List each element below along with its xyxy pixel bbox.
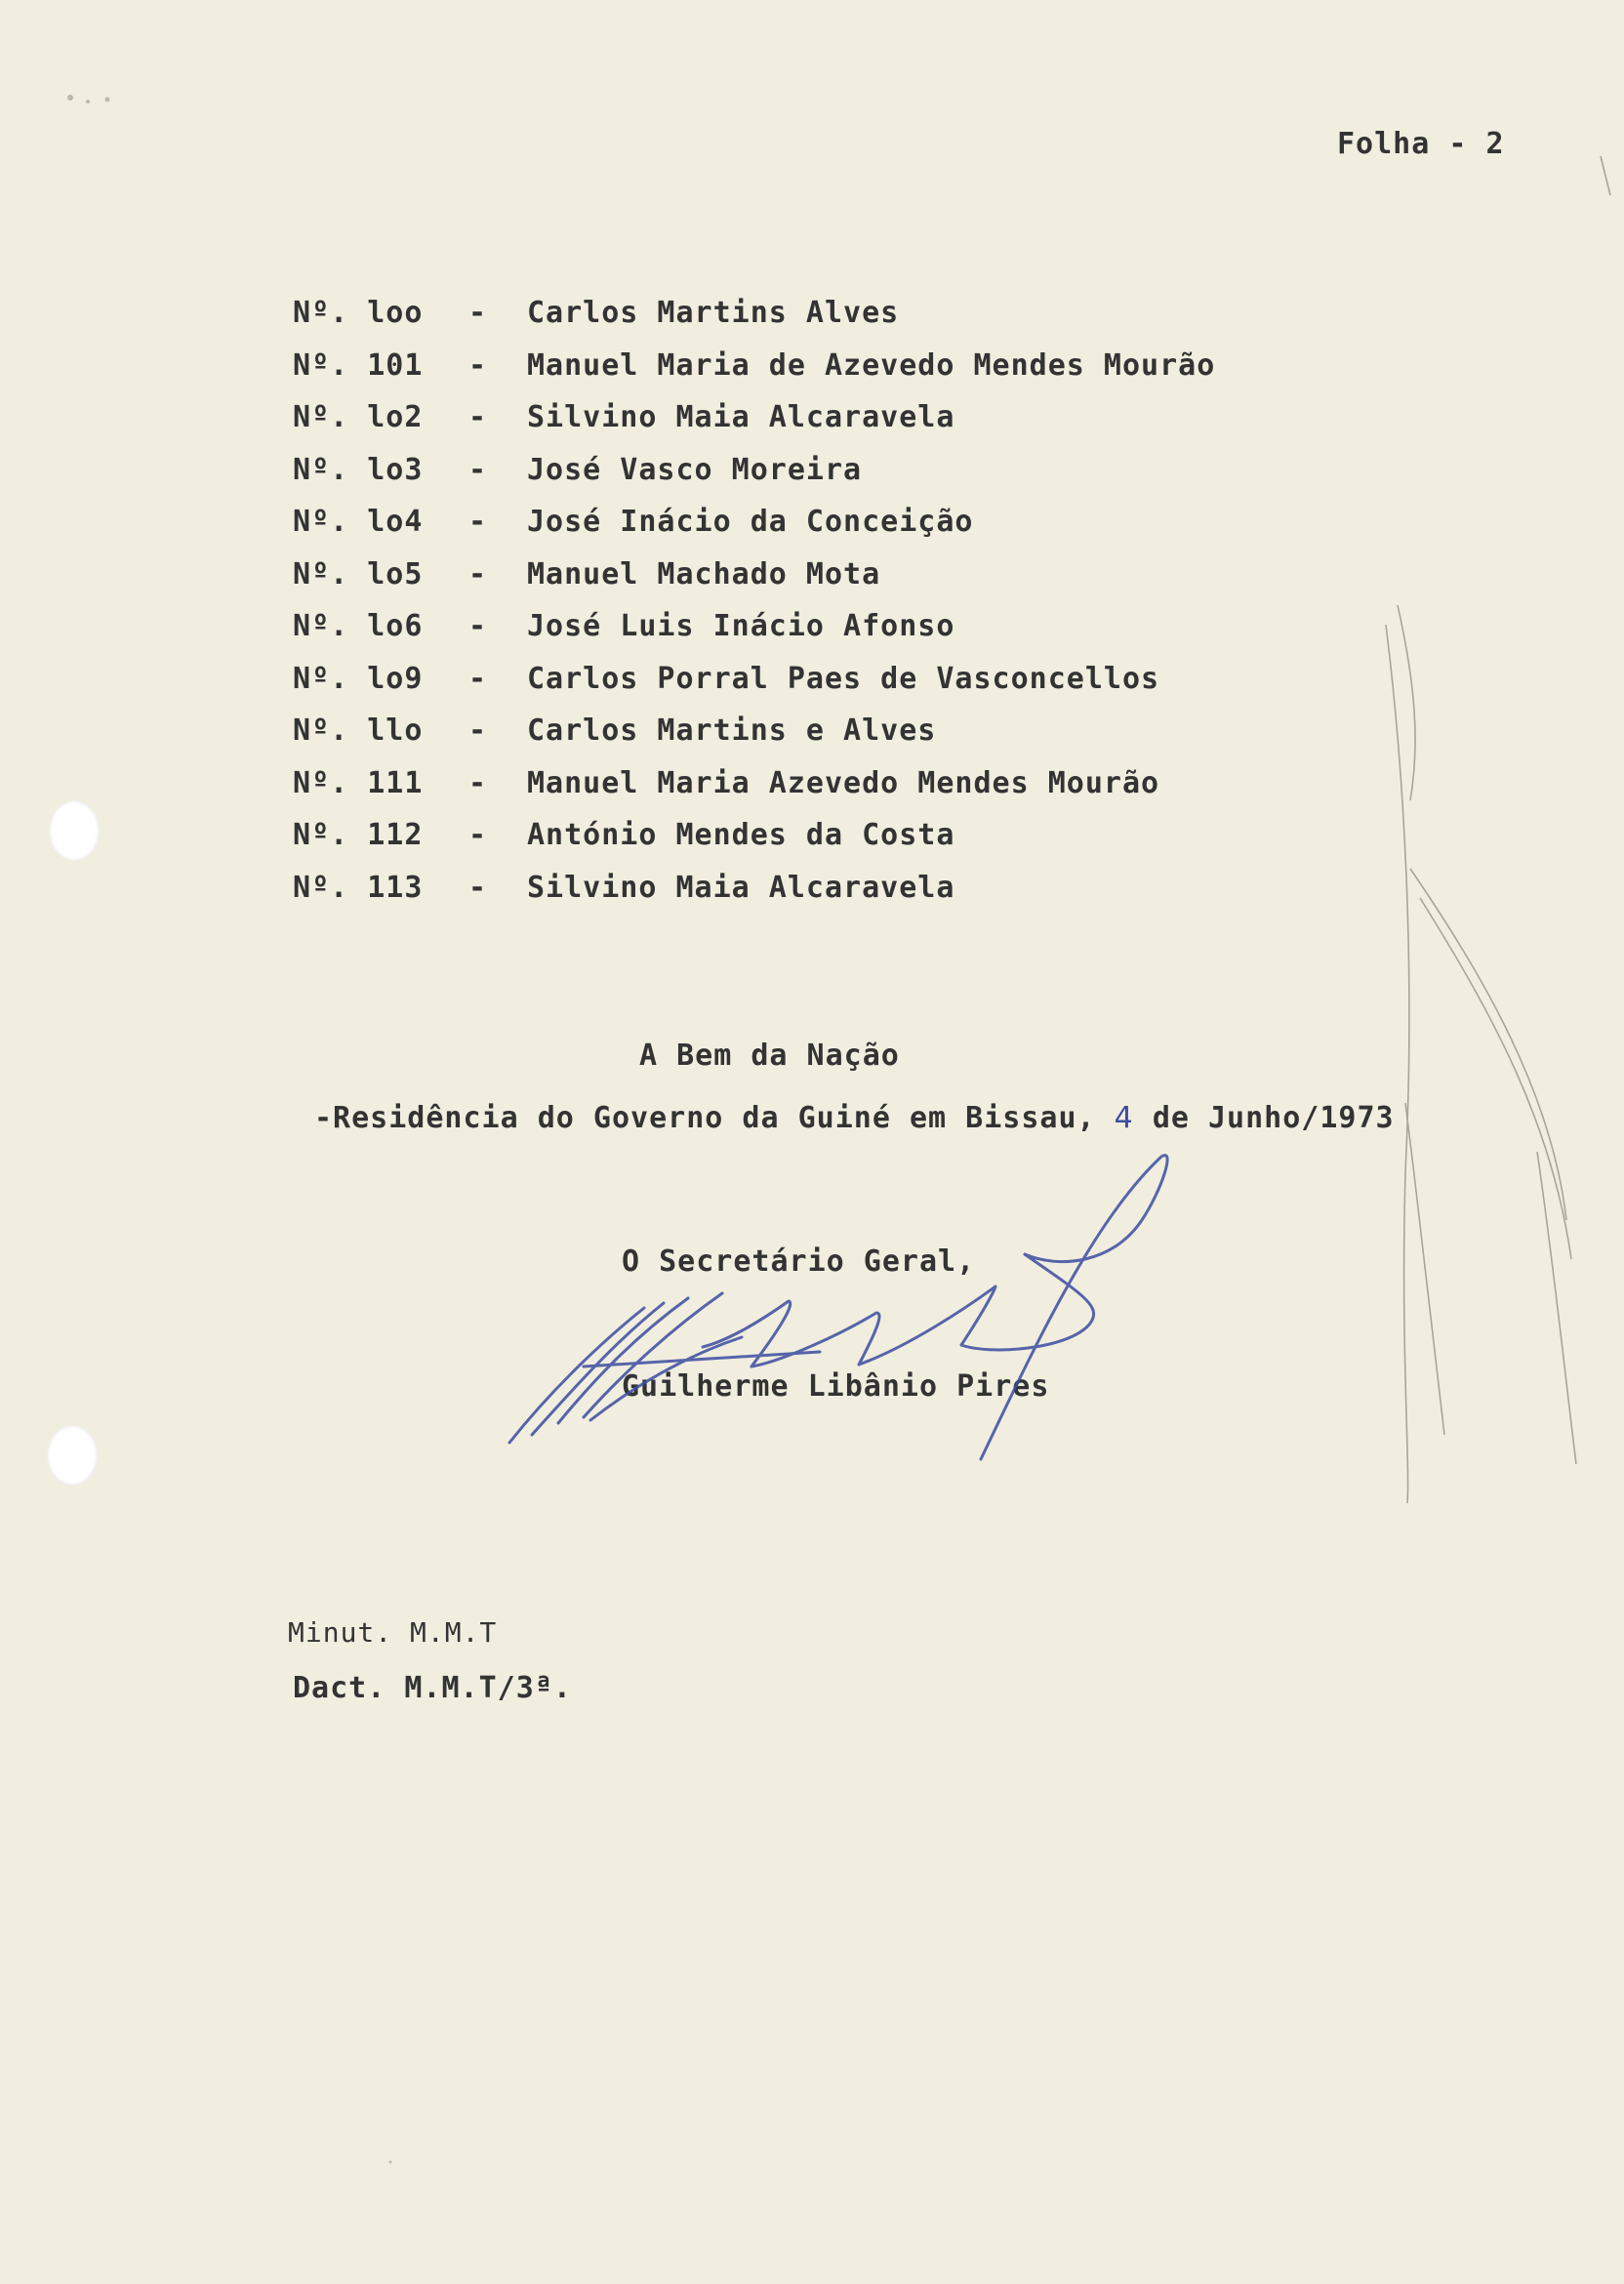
list-item — [293, 809, 1215, 862]
item-dash: - — [468, 556, 488, 591]
list-item — [293, 391, 1215, 444]
item-name: António Mendes da Costa — [527, 818, 955, 853]
item-number: Nº. loo — [293, 296, 424, 331]
item-number: Nº. lo2 — [293, 400, 424, 435]
list-item — [293, 444, 1215, 497]
list-item — [293, 496, 1215, 549]
item-number: Nº. lo5 — [293, 556, 424, 591]
item-name: Silvino Maia Alcaravela — [527, 870, 955, 905]
item-name: José Inácio da Conceição — [527, 505, 974, 540]
signer-title: O Secretário Geral, — [622, 1244, 976, 1279]
item-number: Nº. lo6 — [293, 609, 424, 644]
item-dash: - — [468, 818, 488, 853]
name-list — [293, 287, 1215, 914]
place-date-suffix: de Junho/1973 — [1152, 1101, 1395, 1135]
list-item — [293, 757, 1215, 810]
item-name: Carlos Martins e Alves — [527, 714, 937, 749]
item-dash: - — [468, 296, 488, 331]
item-number: Nº. 111 — [293, 765, 424, 800]
item-name: Manuel Maria Azevedo Mendes Mourão — [527, 765, 1160, 800]
item-number: Nº. 101 — [293, 347, 424, 383]
item-dash: - — [468, 661, 488, 696]
item-name: José Vasco Moreira — [527, 452, 863, 487]
place-date-prefix: -Residência do Governo da Guiné em Bissau, — [314, 1101, 1096, 1135]
item-name: Carlos Martins Alves — [527, 296, 900, 331]
list-item — [293, 862, 1215, 915]
list-item — [293, 705, 1215, 757]
list-item — [293, 287, 1215, 340]
item-dash: - — [468, 505, 488, 540]
punch-hole — [47, 1425, 98, 1486]
signer-name: Guilherme Libânio Pires — [622, 1369, 1050, 1404]
folio-label: Folha - 2 — [1337, 127, 1505, 161]
place-date-line — [314, 1101, 1395, 1135]
item-name: Carlos Porral Paes de Vasconcellos — [527, 661, 1160, 696]
item-dash: - — [468, 765, 488, 800]
item-number: Nº. llo — [293, 714, 424, 749]
item-number: Nº. lo4 — [293, 505, 424, 540]
item-dash: - — [468, 452, 488, 487]
item-name: Manuel Maria de Azevedo Mendes Mourão — [527, 347, 1216, 383]
list-item — [293, 600, 1215, 653]
minut-reference: Minut. M.M.T — [288, 1616, 498, 1649]
item-number: Nº. lo9 — [293, 661, 424, 696]
item-dash: - — [468, 609, 488, 644]
closing-salutation: A Bem da Nação — [639, 1039, 900, 1073]
item-name: Manuel Machado Mota — [527, 556, 881, 591]
dact-reference: Dact. M.M.T/3ª. — [293, 1671, 572, 1705]
item-dash: - — [468, 347, 488, 383]
item-number: Nº. 112 — [293, 818, 424, 853]
punch-hole — [49, 800, 100, 861]
list-item — [293, 340, 1215, 392]
item-dash: - — [468, 870, 488, 905]
list-item — [293, 653, 1215, 706]
item-number: Nº. lo3 — [293, 452, 424, 487]
item-name: José Luis Inácio Afonso — [527, 609, 955, 644]
item-dash: - — [468, 714, 488, 749]
handwritten-day: 4 — [1114, 1101, 1134, 1135]
list-item — [293, 549, 1215, 601]
item-name: Silvino Maia Alcaravela — [527, 400, 955, 435]
item-number: Nº. 113 — [293, 870, 424, 905]
item-dash: - — [468, 400, 488, 435]
